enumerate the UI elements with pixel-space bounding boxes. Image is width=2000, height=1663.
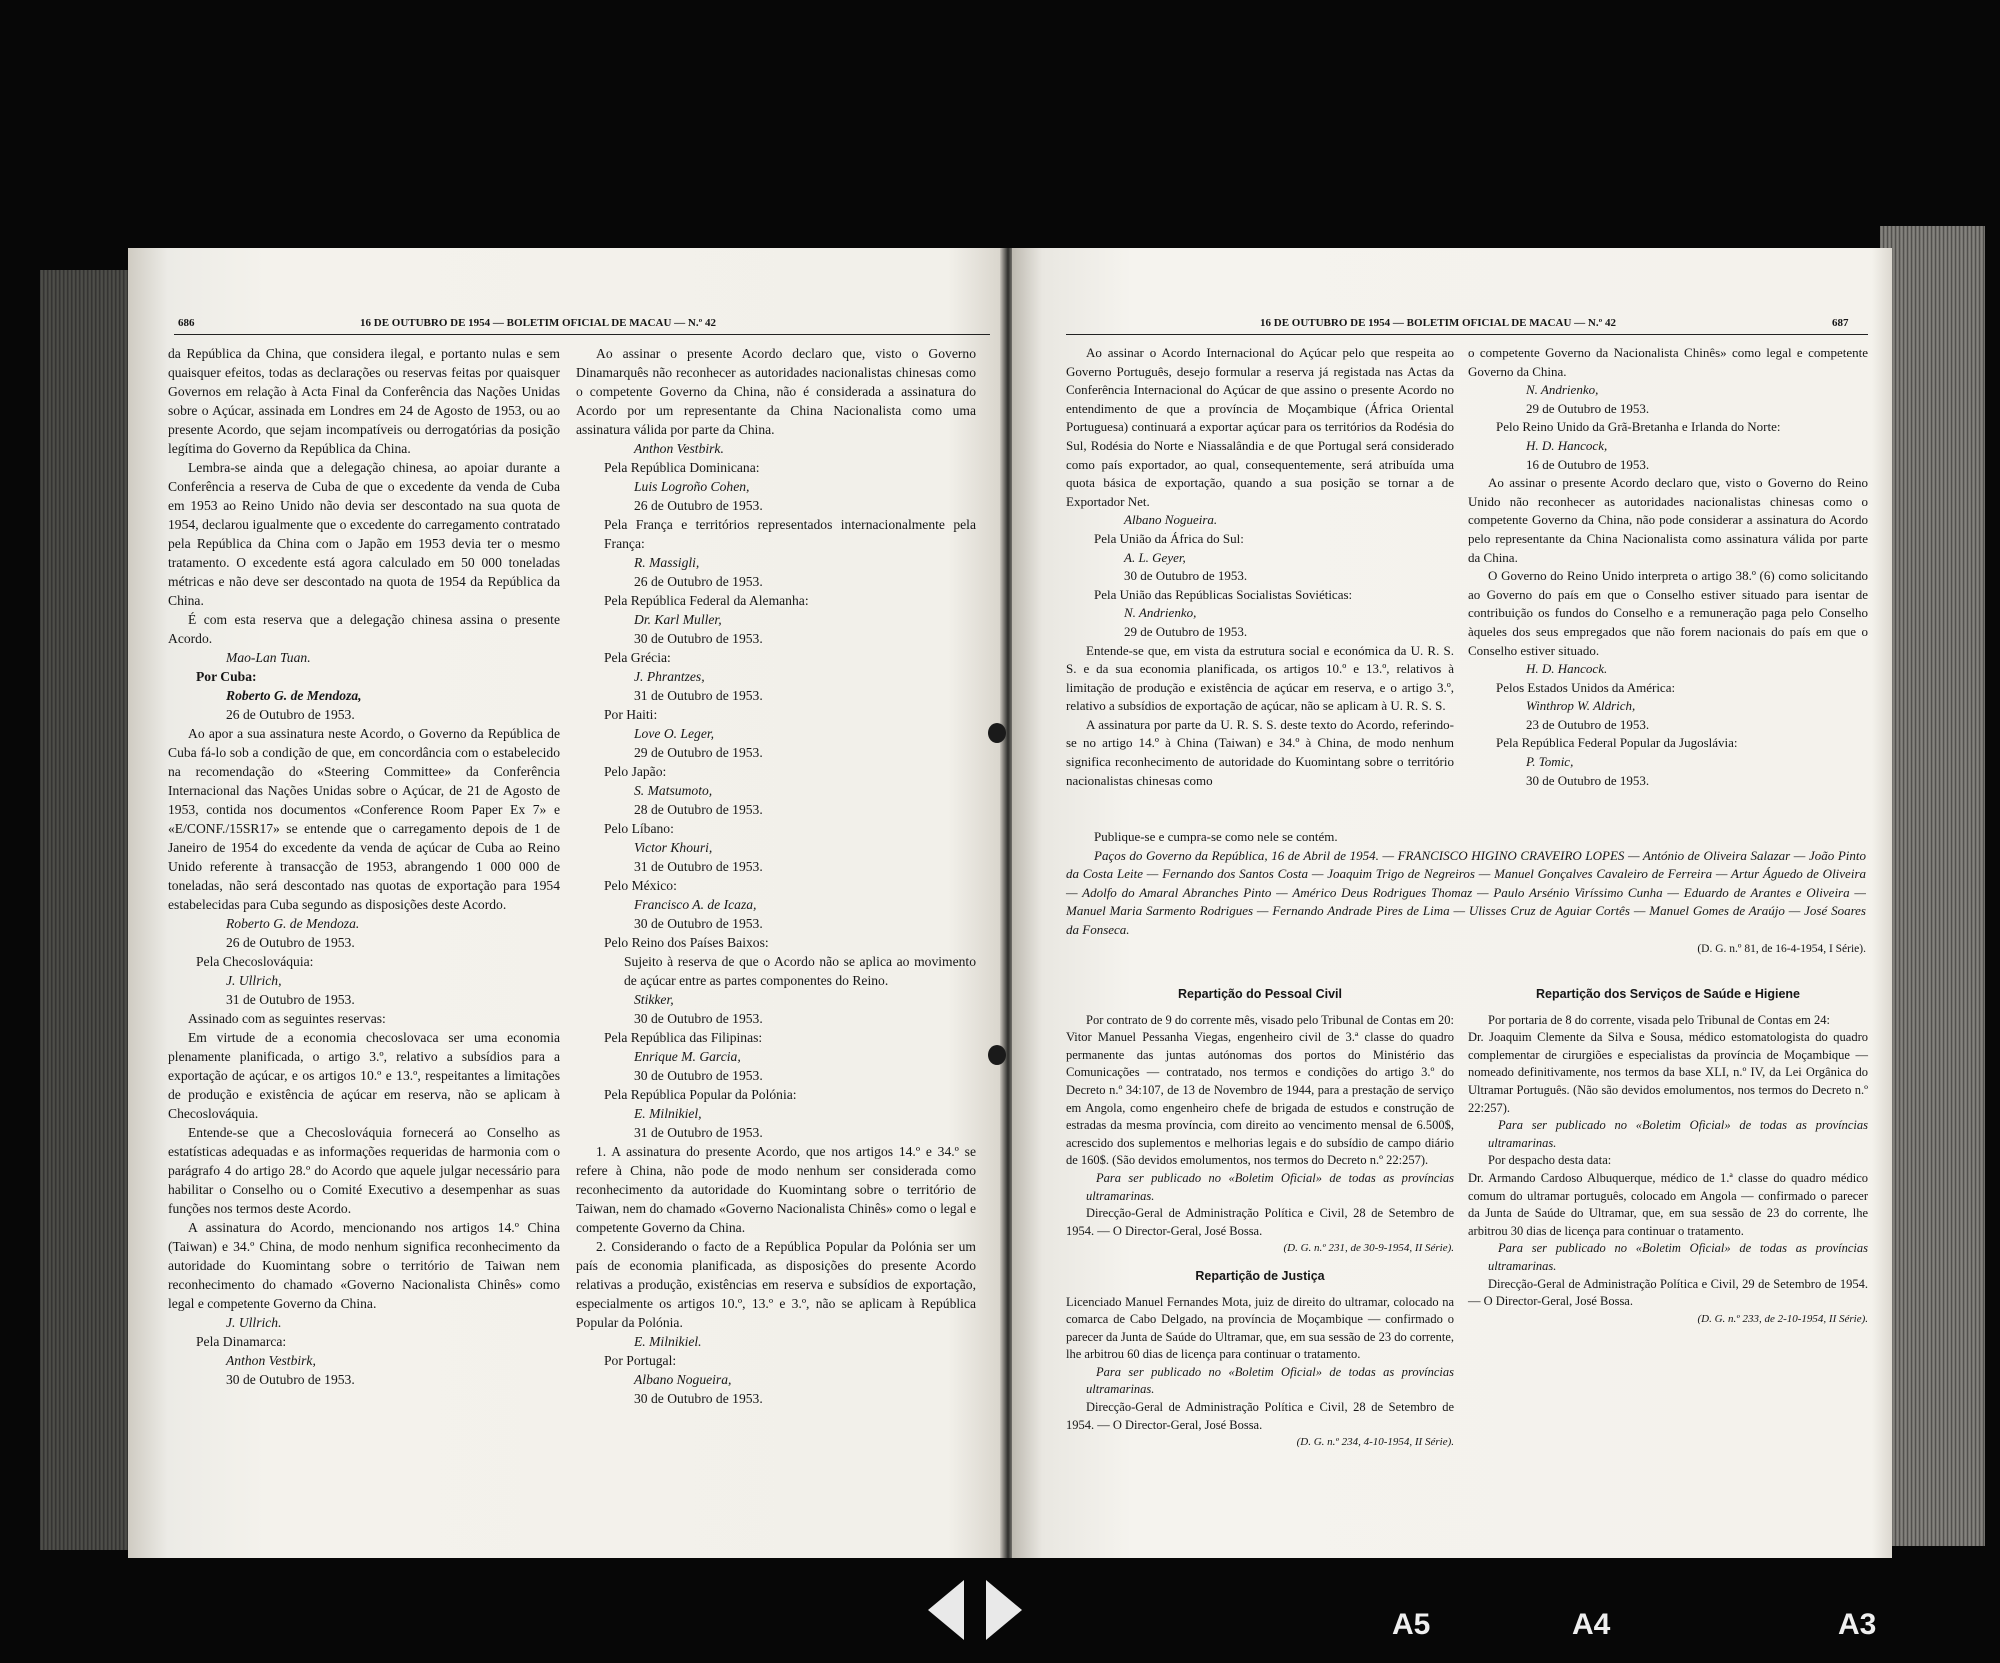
signature: Albano Nogueira. — [1124, 512, 1218, 528]
binding-rivet — [988, 723, 1006, 743]
date: 30 de Outubro de 1953. — [1526, 772, 1650, 788]
signature: H. D. Hancock. — [1526, 661, 1608, 677]
signature: S. Matsumoto, — [634, 783, 713, 798]
signature: Victor Khouri, — [634, 840, 713, 855]
left-arrow-icon — [928, 1580, 964, 1640]
date: 30 de Outubro de 1953. — [634, 631, 763, 646]
country-heading: Por Cuba: — [196, 669, 257, 684]
date: 23 de Outubro de 1953. — [1526, 716, 1650, 732]
country-heading: Pela Grécia: — [604, 650, 671, 665]
date: 26 de Outubro de 1953. — [634, 498, 763, 513]
right-lower-col-1 — [1066, 976, 1454, 1452]
paragraph: Dr. Armando Cardoso Albuquerque, médico de 1.ª classe do quadro médico comum do ultramar português, colocado em Angola — confirmado o parecer da Junta de Saúde do Ultramar, que, em sua sessão de 23 do corrente, lhe arbitrou 30 dias de licença para continuar o tratamento. — [1468, 1170, 1868, 1238]
right-lower-col-2 — [1468, 976, 1868, 1328]
paragraph: Ao assinar o presente Acordo declaro que, visto o Governo do Reino Unido não reconhecer as autoridades nacionalistas chinesas como o competente Governo da China, não pode considerar a assinatura do Acordo pelo representante da China Nacionalista como assinatura válida por parte da China. — [1468, 475, 1868, 565]
left-col-1 — [168, 344, 560, 1389]
paragraph: A assinatura por parte da U. R. S. S. deste texto do Acordo, referindo-se no artigo 14.º à China (Taiwan) e 34.º à China, de modo nenhum significa reconhecimento de autoridade do Kuomintang sobre o território nacionalistas chinesas como — [1066, 716, 1454, 788]
country-heading: Pela França e territórios representados internacionalmente pela França: — [604, 517, 976, 551]
paragraph: Licenciado Manuel Fernandes Mota, juiz de direito do ultramar, colocado na comarca de Cabo Delgado, na província de Moçambique — confirmado o parecer da Junta de Saúde do Ultramar, que, em sua sessão de 23 do corrente, lhe arbitrou 60 dias de licença para continuar o tratamento. — [1066, 1294, 1454, 1362]
country-heading: Pela República Dominicana: — [604, 460, 760, 475]
paragraph: o competente Governo da Nacionalista Chinês» como legal e competente Governo da China. — [1468, 345, 1868, 379]
running-header: 16 DE OUTUBRO DE 1954 — BOLETIM OFICIAL DE MACAU — N.º 42 — [1260, 317, 1616, 329]
date: 31 de Outubro de 1953. — [634, 688, 763, 703]
country-heading: Por Haiti: — [604, 707, 658, 722]
book-right-edge — [1880, 226, 1985, 1546]
paragraph: Assinado com as seguintes reservas: — [188, 1011, 386, 1026]
paragraph: Por contrato de 9 do corrente mês, visado pelo Tribunal de Contas em 20: — [1086, 1012, 1454, 1027]
signature: Albano Nogueira, — [634, 1372, 732, 1387]
target-mark: A3 — [1838, 1608, 1877, 1641]
paragraph: Entende-se que, em vista da estrutura social e económica da U. R. S. S. e da sua economia planificada, os artigos 10.º e 13.º, relativos à limitação de produção e existência de açúcar em reserva, e o artigo 3.º, relativo a subsídios de exportação de açúcar, não se aplicam à U. R. S. S. — [1066, 642, 1454, 714]
country-heading: Pela República Federal Popular da Jugoslávia: — [1496, 735, 1738, 751]
signature: J. Ullrich. — [226, 1315, 282, 1330]
date: 16 de Outubro de 1953. — [1526, 456, 1650, 472]
signature: Winthrop W. Aldrich, — [1526, 698, 1636, 714]
paragraph: da República da China, que considera ilegal, e portanto nulas e sem quaisquer efeitos, todas as declarações ou reservas feitas por quaisquer Governos em relação à Acta Final da Conferência das Nações Unidas sobre o Açúcar, assinada em Londres em 24 de Agosto de 1953, ou ao presente Acordo, que sejam incompatíveis ou derrogatórias da posição legítima do Governo da República da China. — [168, 346, 560, 456]
decree-closing — [1066, 828, 1866, 958]
signature: Dr. Karl Muller, — [634, 612, 722, 627]
section-heading: Repartição dos Serviços de Saúde e Higiene — [1536, 987, 1800, 1001]
right-arrow-icon — [986, 1580, 1022, 1640]
running-header: 16 DE OUTUBRO DE 1954 — BOLETIM OFICIAL DE MACAU — N.º 42 — [360, 317, 716, 329]
signature: E. Milnikiel, — [634, 1106, 702, 1121]
country-heading: Pelo Reino Unido da Grã-Bretanha e Irlanda do Norte: — [1496, 419, 1781, 435]
signature: Love O. Leger, — [634, 726, 715, 741]
binding-rivet — [988, 1045, 1006, 1065]
paragraph: A assinatura do Acordo, mencionando nos artigos 14.º China (Taiwan) e 34.º China, de modo nenhum significa reconhecimento da autoridade do Kuomintang sobre o território de Taiwan nem reconhecimento do chamado «Governo Nacionalista Chinês» como legal e competente Governo da China. — [168, 1220, 560, 1311]
date: 26 de Outubro de 1953. — [634, 574, 763, 589]
left-header — [128, 314, 1008, 334]
date: 30 de Outubro de 1953. — [226, 1372, 355, 1387]
country-heading: Pelo México: — [604, 878, 677, 893]
signature: Francisco A. de Icaza, — [634, 897, 757, 912]
country-heading: Pela Dinamarca: — [196, 1334, 287, 1349]
date: 31 de Outubro de 1953. — [634, 1125, 763, 1140]
reference: (D. G. n.º 233, de 2-10-1954, II Série). — [1697, 1312, 1868, 1325]
signature: H. D. Hancock, — [1526, 437, 1608, 453]
country-heading: Pelo Japão: — [604, 764, 667, 779]
section-heading: Repartição de Justiça — [1195, 1268, 1325, 1283]
paragraph: Dr. Joaquim Clemente da Silva e Sousa, médico estomatologista do quadro complementar de cirurgiões e especialistas da província de Moçambique — nomeado definitivamente, nos termos da base XLI, n.º IV, da Lei Orgânica do Ultramar Português. (Não são devidos emolumentos, nos termos do Decreto n.º 22:257). — [1468, 1030, 1868, 1115]
date: 31 de Outubro de 1953. — [226, 992, 355, 1007]
paragraph: Paços do Governo da República, 16 de Abril de 1954. — FRANCISCO HIGINO CRAVEIRO LOPES — António de Oliveira Salazar — João Pinto da Costa Leite — Fernando dos Santos Costa — Joaquim Trigo de Negreiros — Manuel Gonçalves Cavaleiro de Ferreira — Artur Águedo de Oliveira — Adolfo do Amaral Abranches Pinto — Américo Deus Rodrigues Thomaz — Paulo Arsénio Viríssimo Cunha — Eduardo de Arantes e Oliveira — Manuel Maria Sarmento Rodrigues — Fernando Andrade Pires de Lima — Ulisses Cruz de Aguiar Cortês — Manuel Gomes de Araújo — José Soares da Fonseca. — [1066, 847, 1866, 937]
signature: Luis Logroño Cohen, — [634, 479, 750, 494]
country-heading: Por Portugal: — [604, 1353, 677, 1368]
right-col-1 — [1066, 344, 1454, 790]
date: 30 de Outubro de 1953. — [634, 1391, 763, 1406]
paragraph: Vitor Manuel Pessanha Viegas, engenheiro civil de 3.ª classe do quadro permanente das juntas autónomas dos portos do Ministério das Comunicações — contratado, nos termos e condições do artigo 3.º do Decreto n.º 34:107, de 13 de Novembro de 1944, para a prestação de serviço em Angola, como engenheiro chefe de brigada de estudos e construção de estradas da mesma província, com direito ao vencimento mensal de 6.500$, acrescido dos suplementos e melhorias legais e do subsídio de campo diário de 160$. (São devidos emolumentos, nos termos do Decreto n.º 22:257). — [1066, 1030, 1454, 1168]
paragraph: Ao apor a sua assinatura neste Acordo, o Governo da República de Cuba fá-lo sob a condição de que, em concordância com o estabelecido na recomendação do «Steering Committee» da Conferência Internacional das Nações Unidas sobre o Açúcar, de 21 de Agosto de 1953, contida nos documentos «Conference Room Paper Ex 7» e «E/CONF./15SR17» se entende que o carregamento depois de 1 de Janeiro de 1954 do excedente da venda de açúcar de Cuba ao Reino Unido referente à transacção de 1953, abrangendo 1 000 000 de toneladas, não será descontado nas quotas de exportação para 1954 estabelecidas para Cuba segundo as disposições deste Acordo. — [168, 726, 560, 912]
paragraph: É com esta reserva que a delegação chinesa assina o presente Acordo. — [168, 612, 560, 646]
date: 30 de Outubro de 1953. — [634, 916, 763, 931]
signature: Mao-Lan Tuan. — [226, 650, 311, 665]
date: 29 de Outubro de 1953. — [1124, 623, 1248, 639]
country-heading: Pelo Líbano: — [604, 821, 674, 836]
date: 30 de Outubro de 1953. — [634, 1068, 763, 1083]
publication-note: Para ser publicado no «Boletim Oficial» de todas as províncias ultramarinas. — [1086, 1170, 1454, 1203]
country-heading: Pelo Reino dos Países Baixos: — [604, 935, 769, 950]
signature: J. Phrantzes, — [634, 669, 705, 684]
left-page — [128, 248, 1008, 1558]
paragraph: Em virtude de a economia checoslovaca ser uma economia plenamente planificada, o artigo 3.º, relativo a subsídios para a exportação de açúcar, e os artigos 10.º e 13.º, respeitantes a limitações de produção e existência de açúcar em reserva, não se aplicam à Checoslováquia. — [168, 1030, 560, 1121]
signature: Roberto G. de Mendoza, — [226, 688, 362, 703]
date: 29 de Outubro de 1953. — [1526, 400, 1650, 416]
date: 26 de Outubro de 1953. — [226, 707, 355, 722]
signature: P. Tomic, — [1526, 754, 1574, 770]
paragraph: Direcção-Geral de Administração Política e Civil, 28 de Setembro de 1954. — O Director-Geral, José Bossa. — [1066, 1400, 1454, 1432]
book-left-edge — [40, 270, 130, 1550]
paragraph: Por despacho desta data: — [1488, 1153, 1612, 1168]
paragraph: Direcção-Geral de Administração Política e Civil, 28 de Setembro de 1954. — O Director-Geral, José Bossa. — [1066, 1206, 1454, 1238]
header-rule — [1066, 334, 1868, 335]
signature: Stikker, — [634, 992, 674, 1007]
paragraph: Por portaria de 8 do corrente, visada pelo Tribunal de Contas em 24: — [1488, 1012, 1830, 1027]
country-heading: Pela República Popular da Polónia: — [604, 1087, 797, 1102]
date: 28 de Outubro de 1953. — [634, 802, 763, 817]
date: 29 de Outubro de 1953. — [634, 745, 763, 760]
right-header — [1012, 314, 1892, 334]
country-heading: Pelos Estados Unidos da América: — [1496, 679, 1676, 695]
signature: Roberto G. de Mendoza. — [226, 916, 360, 931]
country-heading: Pela União das Repúblicas Socialistas Soviéticas: — [1094, 586, 1353, 602]
publication-note: Para ser publicado no «Boletim Oficial» de todas as províncias ultramarinas. — [1488, 1241, 1868, 1273]
signature: E. Milnikiel. — [634, 1334, 702, 1349]
reference: (D. G. n.º 81, de 16-4-1954, I Série). — [1697, 942, 1866, 955]
section-heading: Repartição do Pessoal Civil — [1178, 987, 1342, 1001]
signature: R. Massigli, — [634, 555, 700, 570]
country-heading: Pela Checoslováquia: — [196, 954, 314, 969]
paragraph: 2. Considerando o facto de a República Popular da Polónia ser um país de economia planificada, as disposições do presente Acordo relativas a produção, existências em reserva e subsídios de exportação, especialmente os artigos 10.º, 13.º e 3.º, não se aplicam à República Popular da Polónia. — [576, 1239, 976, 1330]
publication-note: Para ser publicado no «Boletim Oficial» de todas as províncias ultramarinas. — [1086, 1364, 1454, 1397]
paragraph: Entende-se que a Checoslováquia fornecerá ao Conselho as estatísticas adequadas e as informações requeridas de harmonia com o parágrafo 4 do artigo 28.º do Acordo que aquele julgar necessário para habilitar o Conselho ou o Comité Executivo a desempenhar as suas funções nos termos deste Acordo. — [168, 1125, 560, 1216]
scanner-strip — [0, 1560, 2000, 1663]
paragraph: Lembra-se ainda que a delegação chinesa, ao apoiar durante a Conferência a reserva de Cuba de que o excedente da venda de Cuba em 1953 ao Reino Unido não devia ser descontado na sua quota de 1954, declarou igualmente que o excedente do carregamento contratado pela República da China com o Japão em 1953 devia ter o mesmo tratamento. O excedente está agora calculado em 50 000 toneladas métricas e não deve ser descontado na quota de 1954 da República da China. — [168, 460, 560, 608]
left-col-2 — [576, 344, 976, 1408]
signature: Enrique M. Garcia, — [634, 1049, 741, 1064]
signature: N. Andrienko, — [1526, 382, 1599, 398]
right-col-2 — [1468, 344, 1868, 790]
signature: Anthon Vestbirk. — [634, 441, 724, 456]
country-heading: Pela União da África do Sul: — [1094, 530, 1244, 546]
paragraph: 1. A assinatura do presente Acordo, que nos artigos 14.º e 34.º se refere à China, não pode de modo nenhum ser considerada como reconhecimento da autoridade do Kuomintang sobre o território de Taiwan, nem do chamado «Governo Nacionalista Chinês» como o legal e competente Governo da China. — [576, 1144, 976, 1235]
paragraph: Ao assinar o Acordo Internacional do Açúcar pelo que respeita ao Governo Português, desejo formular a reserva já registada nas Actas da Conferência Internacional do Açúcar de que assino o presente Acordo no entendimento de que a província de Moçambique (África Oriental Portuguesa) continuará a exportar açúcar para os territórios da Rodésia do Sul, Rodésia do Norte e Niassalândia e de que Portugal será considerado como país exportador, ao qual, consequentemente, será atribuída uma quota básica de exportação, quando a sua posição se tornar a de Exportador Net. — [1066, 345, 1454, 509]
date: 30 de Outubro de 1953. — [1124, 568, 1248, 584]
country-heading: Pela República Federal da Alemanha: — [604, 593, 809, 608]
date: 30 de Outubro de 1953. — [634, 1011, 763, 1026]
header-rule — [174, 334, 990, 335]
country-heading: Pela República das Filipinas: — [604, 1030, 763, 1045]
target-mark: A4 — [1572, 1608, 1611, 1641]
reference: (D. G. n.º 234, 4-10-1954, II Série). — [1296, 1436, 1454, 1449]
date: 31 de Outubro de 1953. — [634, 859, 763, 874]
signature: A. L. Geyer, — [1124, 549, 1186, 565]
target-mark: A5 — [1392, 1608, 1431, 1641]
reference: (D. G. n.º 231, de 30-9-1954, II Série). — [1283, 1242, 1454, 1255]
signature: J. Ullrich, — [226, 973, 282, 988]
right-page — [1012, 248, 1892, 1558]
page-number: 687 — [1832, 317, 1849, 329]
paragraph: Publique-se e cumpra-se como nele se contém. — [1094, 829, 1338, 844]
page-number: 686 — [178, 317, 195, 329]
reservation: Sujeito à reserva de que o Acordo não se aplica ao movimento de açúcar entre as partes componentes do Reino. — [624, 954, 976, 988]
date: 26 de Outubro de 1953. — [226, 935, 355, 950]
signature: N. Andrienko, — [1124, 605, 1197, 621]
paragraph: Ao assinar o presente Acordo declaro que, visto o Governo Dinamarquês não reconhecer as autoridades nacionalistas chinesas como o competente Governo da China, não é considerada a assinatura do Acordo por um representante da China Nacionalista como uma assinatura válida por parte da China. — [576, 346, 976, 437]
paragraph: Direcção-Geral de Administração Política e Civil, 29 de Setembro de 1954. — O Director-Geral, José Bossa. — [1468, 1276, 1868, 1309]
paragraph: O Governo do Reino Unido interpreta o artigo 38.º (6) como solicitando ao Governo do país em que o Conselho estiver situado para isentar de contribuição os fundos do Conselho e a remuneração paga pelo Conselho àqueles dos seus empregados que não forem nacionais do país em que o Conselho estiver situado. — [1468, 568, 1868, 658]
publication-note: Para ser publicado no «Boletim Oficial» de todas as províncias ultramarinas. — [1488, 1118, 1868, 1150]
signature: Anthon Vestbirk, — [226, 1353, 316, 1368]
